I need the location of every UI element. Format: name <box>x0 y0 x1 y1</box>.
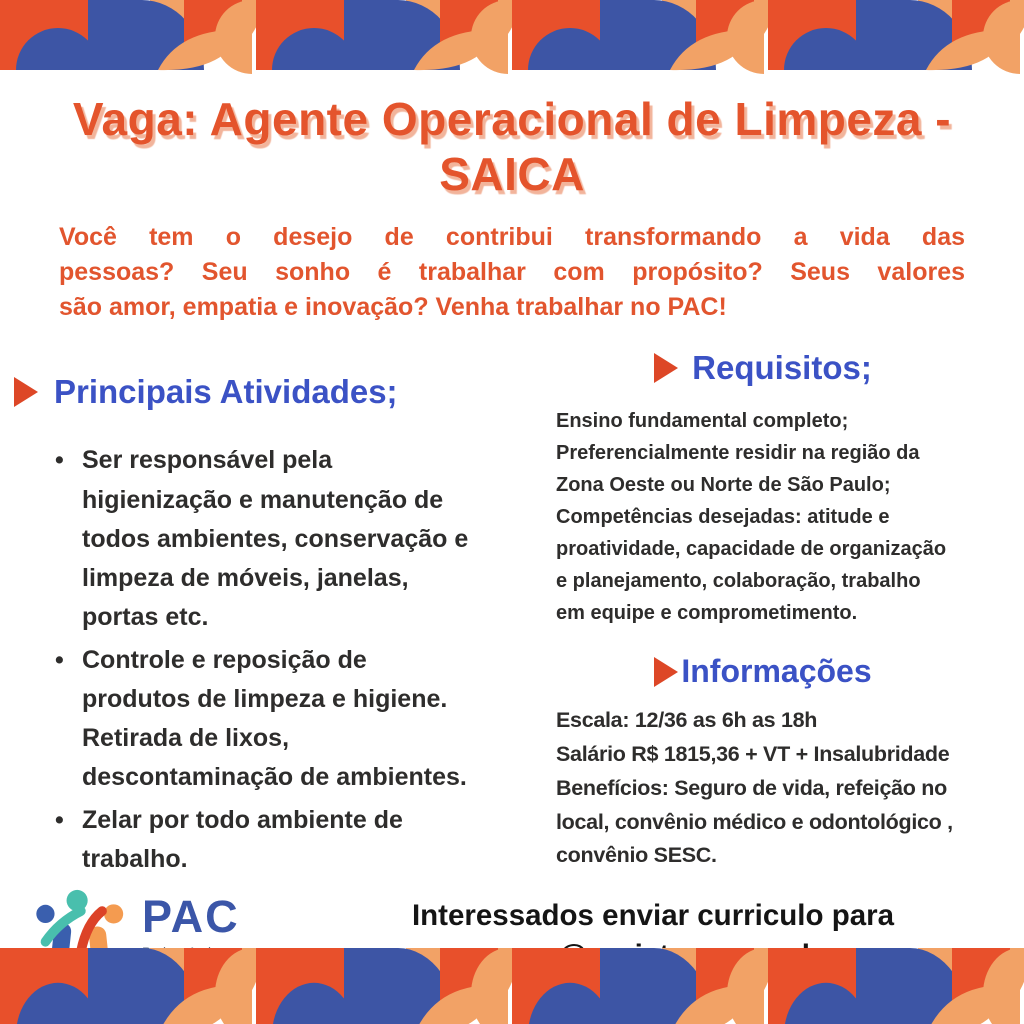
intro-line-3: são amor, empatia e inovação? Venha trabalhar no PAC! <box>59 293 727 322</box>
intro-line-1: Você tem o desejo de contribui transformando a vida das <box>59 223 965 252</box>
bottom-decorative-border <box>0 948 1024 1024</box>
informacoes-line: Benefícios: Seguro de vida, refeição no <box>556 775 947 800</box>
pac-logo-name: PAC <box>142 890 240 942</box>
geometric-pattern-top <box>0 0 1024 74</box>
intro-line-2: pessoas? Seu sonho é trabalhar com propósito? Seus valores <box>59 258 965 287</box>
requisitos-line: Ensino fundamental completo; <box>556 410 849 433</box>
top-decorative-border <box>0 0 1024 74</box>
requisitos-line: proatividade, capacidade de organização <box>556 538 947 561</box>
informacoes-heading-label: Informações <box>681 653 872 690</box>
atividades-list <box>14 441 478 879</box>
list-item: • Zelar por todo ambiente de trabalho. <box>82 801 474 880</box>
page-title <box>18 92 1006 202</box>
requisitos-line: Competências desejadas: atitude e <box>556 506 890 529</box>
section-right-column <box>478 349 1024 882</box>
list-item: • Controle e reposição de produtos de limpeza e higiene. Retirada de lixos, descontaminação de ambientes. <box>82 641 474 798</box>
requisitos-line: em equipe e comprometimento. <box>556 602 858 625</box>
requisitos-line: e planejamento, colaboração, trabalho <box>556 570 921 593</box>
apply-instructions-line: Interessados enviar curriculo para <box>411 899 895 933</box>
informacoes-line: convênio SESC. <box>556 843 717 868</box>
informacoes-body <box>556 704 1010 873</box>
requisitos-line: Zona Oeste ou Norte de São Paulo; <box>556 474 891 497</box>
requisitos-heading <box>556 349 970 387</box>
atividades-heading <box>14 373 478 411</box>
informacoes-line: Escala: 12/36 as 6h as 18h <box>556 708 818 733</box>
intro-paragraph <box>59 220 965 325</box>
title-line-1: Vaga: Agente Operacional de Limpeza - <box>72 93 952 145</box>
informacoes-heading <box>556 653 970 690</box>
triangle-bullet-icon <box>654 353 678 383</box>
atividades-heading-label: Principais Atividades; <box>54 373 398 411</box>
requisitos-line: Preferencialmente residir na região da <box>556 442 920 465</box>
list-item: • Ser responsável pela higienização e manutenção de todos ambientes, conservação e limpeza de móveis, janelas, portas etc. <box>82 441 474 637</box>
triangle-bullet-icon <box>654 657 678 687</box>
informacoes-line: Salário R$ 1815,36 + VT + Insalubridade <box>556 742 950 767</box>
content-columns <box>0 349 1024 882</box>
requisitos-heading-label: Requisitos; <box>692 349 872 387</box>
section-principais-atividades <box>0 349 478 882</box>
geometric-pattern-bottom <box>0 948 1024 1024</box>
triangle-bullet-icon <box>14 377 38 407</box>
title-line-2: SAICA <box>439 148 585 201</box>
informacoes-line: local, convênio médico e odontológico , <box>556 809 953 834</box>
requisitos-body <box>556 405 1010 629</box>
